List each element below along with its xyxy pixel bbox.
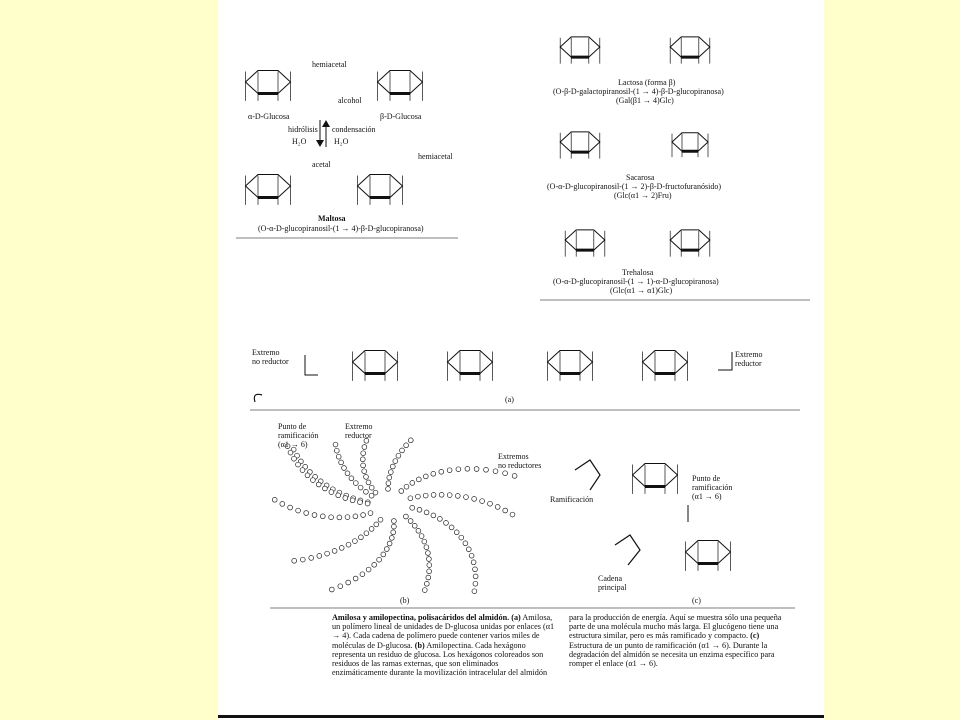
amylopectin-residue-128: [329, 515, 334, 520]
amylopectin-residue-69: [449, 525, 454, 530]
amylopectin-residue-65: [424, 510, 429, 515]
amylopectin-residue-147: [296, 462, 301, 467]
corner-mark: [254, 394, 262, 402]
amylopectin-residue-30: [396, 453, 401, 458]
amylopectin-residue-138: [350, 498, 355, 503]
nonreducing-ends-label: Extremos no reductores: [498, 452, 542, 470]
amylopectin-residue-74: [469, 553, 474, 558]
amylopectin-residue-27: [388, 470, 393, 475]
maltose-formula: (O-α-D-glucopiranosil-(1 → 4)-β-D-glucopiranosa): [258, 224, 424, 233]
caption-title: Amilosa y amilopectina, polisacáridos del almidón.: [332, 613, 510, 622]
amylopectin-residue-79: [472, 589, 477, 594]
amylopectin-residue-75: [471, 560, 476, 565]
amylopectin-residue-34: [399, 489, 404, 494]
amylopectin-residue-59: [488, 501, 493, 506]
amylopectin-residue-119: [317, 554, 322, 559]
amylopectin-residue-104: [360, 572, 365, 577]
amylopectin-panel-label: (b): [400, 596, 410, 605]
amylopectin-residue-24: [386, 487, 391, 492]
amylopectin-residue-100: [381, 552, 386, 557]
alcohol-label: alcohol: [338, 96, 362, 105]
amylopectin-residue-98: [387, 541, 392, 546]
amylopectin-residue-113: [359, 535, 364, 540]
hemiacetal-label-1: hemiacetal: [312, 60, 347, 69]
caption-a-label: (a): [511, 613, 521, 622]
amylose-panel-label: (a): [505, 395, 514, 404]
amylopectin-residue-130: [312, 513, 317, 518]
amylopectin-residue-99: [384, 547, 389, 552]
water-in-label: H₂O: [292, 137, 307, 146]
amylopectin-residue-118: [325, 551, 330, 556]
amylopectin-residue-20: [360, 457, 365, 462]
amylopectin-residue-123: [368, 511, 373, 516]
amylopectin-residue-96: [391, 530, 396, 535]
amylopectin-residue-141: [329, 490, 334, 495]
amylopectin-residue-126: [345, 515, 350, 520]
amylopectin-residue-71: [459, 535, 464, 540]
amylopectin-residue-83: [416, 528, 421, 533]
amylopectin-residue-39: [431, 471, 436, 476]
maltose-ring-2: [358, 174, 403, 197]
amylose-left-end: [305, 355, 318, 375]
amylopectin-residue-144: [311, 478, 316, 483]
amylopectin-residue-134: [280, 502, 285, 507]
amylopectin-residue-62: [510, 512, 515, 517]
amylopectin-residue-16: [366, 480, 371, 485]
amylopectin-residue-68: [444, 521, 449, 526]
amylopectin-residue-106: [346, 580, 351, 585]
amylopectin-residue-125: [353, 514, 358, 519]
amylopectin-residue-107: [338, 584, 343, 589]
amylopectin-residue-38: [423, 474, 428, 479]
amylopectin-residue-76: [473, 567, 478, 572]
amylopectin-residue-129: [320, 514, 325, 519]
amylopectin-residue-53: [439, 492, 444, 497]
amylopectin-residue-120: [309, 556, 314, 561]
amylopectin-residue-149: [288, 450, 293, 455]
amylopectin-residue-95: [392, 524, 397, 529]
amylopectin-residue-32: [404, 443, 409, 448]
amylopectin-residue-158: [339, 460, 344, 465]
caption-b-label: (b): [414, 640, 425, 650]
amylopectin-residue-142: [323, 486, 328, 491]
amylopectin-residue-124: [361, 513, 366, 518]
amylopectin-residue-78: [473, 581, 478, 586]
amylopectin-residue-55: [455, 494, 460, 499]
amylopectin-residue-97: [389, 536, 394, 541]
amylopectin-residue-49: [408, 496, 413, 501]
branch-ring-lower: [686, 540, 731, 563]
amylopectin-residue-160: [334, 448, 339, 453]
amylopectin-residue-154: [353, 481, 358, 486]
amylopectin-residue-85: [422, 539, 427, 544]
alpha-glucose-ring: [246, 70, 291, 93]
amylopectin-residue-101: [377, 557, 382, 562]
amylopectin-residue-41: [447, 468, 452, 473]
amylopectin-residue-91: [426, 575, 431, 580]
branch-ring-upper: [633, 463, 678, 486]
amylopectin-residue-44: [474, 467, 479, 472]
amylopectin-residue-28: [390, 464, 395, 469]
amylopectin-residue-21: [361, 451, 366, 456]
amylopectin-residue-67: [438, 517, 443, 522]
trehalose-name: Trehalosa: [622, 268, 654, 277]
maltose-ring-1: [246, 174, 291, 197]
hydrolysis-label: hidrólisis: [288, 125, 318, 134]
amylopectin-residue-111: [369, 527, 374, 532]
amylopectin-residue-122: [292, 558, 297, 563]
amylopectin-residue-17: [364, 475, 369, 480]
beta-glucose-label: β-D-Glucosa: [380, 112, 422, 121]
amylopectin-residue-18: [362, 469, 367, 474]
amylopectin-residue-15: [369, 485, 374, 490]
amylopectin-residue-143: [316, 482, 321, 487]
amylopectin-residue-47: [503, 471, 508, 476]
amylopectin-residue-51: [423, 493, 428, 498]
condensation-label: condensación: [332, 125, 376, 134]
branch-point-detail-label: Punto de ramificación (α1 → 6): [692, 474, 733, 501]
branch-squiggle: [575, 460, 600, 490]
amylose-left-end-label: Extremo no reductor: [252, 348, 289, 366]
lactose-abbr: (Gal(β1 → 4)Glc): [616, 96, 674, 105]
amylose-ring-2: [448, 350, 493, 373]
amylopectin-residue-43: [465, 466, 470, 471]
amylose-ring-4: [643, 350, 688, 373]
amylose-right-end-label: Extremo reductor: [735, 350, 763, 368]
amylopectin-residue-54: [447, 493, 452, 498]
amylopectin-residue-153: [358, 485, 363, 490]
amylopectin-residue-86: [424, 545, 429, 550]
maltose-name: Maltosa: [318, 214, 346, 223]
amylopectin-residue-161: [333, 442, 338, 447]
caption-b-text: Amilopectina. Cada hexágono representa un residuo de glucosa. Los hexágonos coloreados son residuos de las ramas externas, que son eliminados enzimáticamente durante la movilización intracelular del almidón para la producción de energía. Aquí se muestra sólo una pequeña parte de una molécula mucho más larga. El glucógeno tiene una estructura similar, pero es más ramificado y compacto.: [332, 613, 782, 678]
amylopectin-residue-137: [358, 500, 363, 505]
amylopectin-residue-103: [366, 567, 371, 572]
sucrose-ring-fru: [672, 133, 708, 151]
amylopectin-residue-133: [288, 505, 293, 510]
amylopectin-residue-112: [364, 531, 369, 536]
amylopectin-residue-132: [296, 508, 301, 513]
amylopectin-residue-25: [386, 481, 391, 486]
amylopectin-residue-151: [369, 493, 374, 498]
alpha-glucose-label: α-D-Glucosa: [248, 112, 290, 121]
amylopectin-residue-110: [374, 522, 379, 527]
amylopectin-residue-87: [426, 551, 431, 556]
amylopectin-residue-140: [336, 493, 341, 498]
amylopectin-residue-36: [410, 481, 415, 486]
lactose-name: Lactosa (forma β): [618, 78, 676, 87]
lactose-formula: (O-β-D-galactopiranosil-(1 → 4)-β-D-glucopiranosa): [553, 87, 724, 96]
amylopectin-residue-66: [431, 513, 436, 518]
amylopectin-residue-40: [439, 469, 444, 474]
amylopectin-residue-114: [353, 539, 358, 544]
trehalose-ring-1: [565, 230, 605, 250]
caption-c-text: Estructura de un punto de ramificación (α1 → 6). Durante la degradación del almidón se necesita un enzima específico para romper el enlace (α1 → 6).: [569, 640, 775, 669]
branching-label: Ramificación: [550, 495, 594, 504]
amylopectin-residue-37: [416, 477, 421, 482]
figure-caption: [332, 613, 792, 711]
amylopectin-residue-148: [292, 456, 297, 461]
amylopectin-residue-146: [300, 468, 305, 473]
amylopectin-residue-145: [305, 473, 310, 478]
amylopectin-residue-19: [361, 463, 366, 468]
amylopectin-residue-105: [353, 576, 358, 581]
sucrose-ring-glc: [560, 132, 600, 152]
amylopectin-residue-84: [419, 534, 424, 539]
amylopectin-residue-61: [503, 508, 508, 513]
amylopectin-residue-22: [362, 445, 367, 450]
amylopectin-residue-81: [408, 519, 413, 524]
amylopectin-residue-88: [427, 557, 432, 562]
amylopectin-residue-73: [466, 547, 471, 552]
amylopectin-residue-80: [404, 514, 409, 519]
amylopectin-residue-131: [304, 511, 309, 516]
caption-a-text: Amilosa, un polímero lineal de unidades de D-glucosa unidas por enlaces (α1 → 4). Cada cadena de polímero puede contener varios miles de moléculas de D-glucosa.: [332, 613, 555, 650]
amylopectin-residue-56: [464, 495, 469, 500]
amylose-ring-3: [548, 350, 593, 373]
acetal-label: acetal: [312, 160, 331, 169]
lactose-ring-1: [560, 37, 600, 57]
amylose-ring-1: [353, 350, 398, 373]
hydrolysis-arrowhead: [316, 140, 324, 147]
caption-c-label: (c): [750, 631, 760, 641]
amylopectin-residue-29: [393, 459, 398, 464]
reducing-end-label: Extremo reductor: [345, 422, 373, 440]
amylopectin-residue-57: [472, 497, 477, 502]
sucrose-name: Sacarosa: [626, 173, 655, 182]
amylose-right-end: [718, 352, 732, 370]
lactose-ring-2: [670, 37, 710, 57]
amylopectin-residue-70: [454, 530, 459, 535]
amylopectin-residue-63: [410, 505, 415, 510]
branch-point-label: Punto de ramificación (α1 → 6): [278, 422, 319, 449]
amylopectin-residue-48: [512, 474, 517, 479]
amylopectin-residue-60: [495, 505, 500, 510]
water-out-label: H₂O: [334, 137, 349, 146]
amylopectin-residue-72: [463, 541, 468, 546]
amylopectin-residue-26: [387, 475, 392, 480]
amylopectin-residue-93: [422, 588, 427, 593]
amylopectin-residue-31: [400, 448, 405, 453]
amylopectin-residue-117: [332, 549, 337, 554]
amylopectin-residue-35: [404, 484, 409, 489]
branch-panel-label: (c): [692, 596, 701, 605]
amylopectin-residue-155: [349, 476, 354, 481]
amylopectin-residue-33: [408, 438, 413, 443]
amylopectin-residue-45: [484, 467, 489, 472]
amylopectin-residue-115: [346, 542, 351, 547]
amylopectin-residue-89: [427, 563, 432, 568]
main-chain-squiggle: [615, 535, 640, 565]
amylopectin-residue-121: [300, 557, 305, 562]
amylopectin-residue-50: [416, 494, 421, 499]
amylopectin-residue-77: [473, 574, 478, 579]
amylopectin-residue-42: [456, 467, 461, 472]
amylopectin-residue-94: [392, 519, 397, 524]
amylopectin-residue-58: [480, 499, 485, 504]
trehalose-formula: (O-α-D-glucopiranosil-(1 → 1)-α-D-glucopiranosa): [553, 277, 719, 286]
amylopectin-residue-109: [378, 517, 383, 522]
amylopectin-residue-127: [337, 515, 342, 520]
amylopectin-residue-116: [339, 546, 344, 551]
amylopectin-residue-159: [336, 454, 341, 459]
amylopectin-residue-156: [345, 471, 350, 476]
amylopectin-residue-90: [427, 569, 432, 574]
amylopectin-residue-82: [412, 523, 417, 528]
amylopectin-residue-135: [272, 497, 277, 502]
amylopectin-residue-157: [342, 466, 347, 471]
amylopectin-residue-102: [372, 562, 377, 567]
amylopectin-residue-52: [431, 493, 436, 498]
trehalose-abbr: (Glc(α1 → α1)Glc): [610, 286, 673, 295]
sucrose-abbr: (Glc(α1 → 2)Fru): [614, 191, 672, 200]
amylopectin-residue-139: [343, 496, 348, 501]
trehalose-ring-2: [670, 230, 710, 250]
main-chain-label: Cadena principal: [598, 574, 627, 592]
hemiacetal-label-2: hemiacetal: [418, 152, 453, 161]
amylopectin-residue-136: [365, 501, 370, 506]
amylopectin-residue-64: [417, 507, 422, 512]
page-bottom-rule: [218, 715, 824, 718]
amylopectin-residue-108: [329, 587, 334, 592]
amylopectin-residue-152: [364, 489, 369, 494]
condensation-arrowhead: [322, 120, 330, 127]
beta-glucose-ring: [378, 70, 423, 93]
amylopectin-residue-92: [424, 581, 429, 586]
sucrose-formula: (O-α-D-glucopiranosil-(1 → 2)-β-D-fructofuranósido): [547, 182, 721, 191]
